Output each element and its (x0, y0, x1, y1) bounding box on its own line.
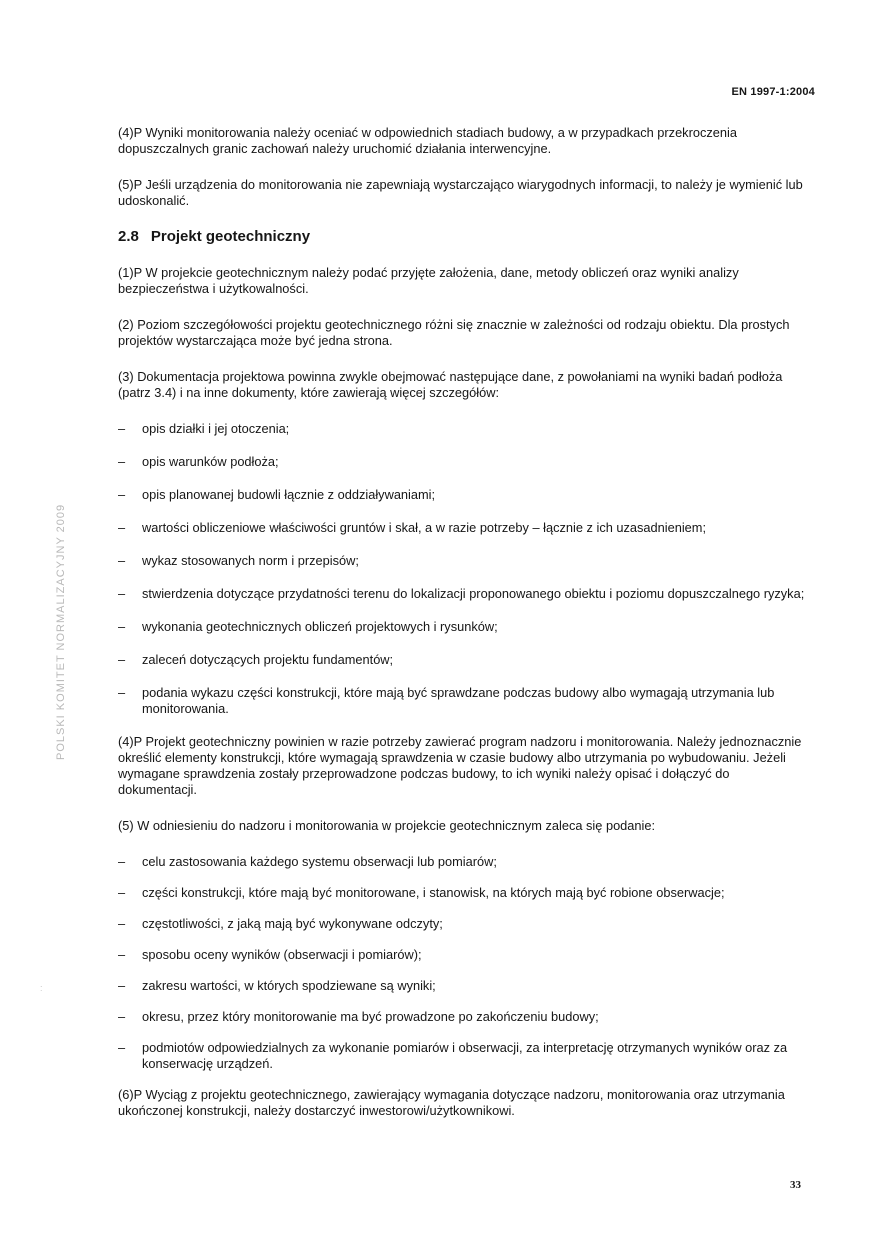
list-item: – wykonania geotechnicznych obliczeń projektowych i rysunków; (118, 619, 808, 635)
page-number: 33 (790, 1179, 801, 1191)
list-item: – okresu, przez który monitorowanie ma być prowadzone po zakończeniu budowy; (118, 1009, 808, 1025)
list-item: – podmiotów odpowiedzialnych za wykonanie pomiarów i obserwacji, za interpretację otrzymanych wyników oraz za konserwację urządzeń. (118, 1040, 808, 1072)
paragraph-4p-monitoring: (4)P Wyniki monitorowania należy oceniać w odpowiednich stadiach budowy, a w przypadkach przekroczenia dopuszczalnych granic zachowań należy uruchomić działania interwencyjne. (118, 125, 737, 156)
margin-marks: : (40, 983, 43, 993)
list-item: – wartości obliczeniowe właściwości gruntów i skał, a w razie potrzeby – łącznie z ich uzasadnieniem; (118, 520, 808, 536)
list-item: – sposobu oceny wyników (obserwacji i pomiarów); (118, 947, 808, 963)
paragraph-1p: (1)P W projekcie geotechnicznym należy podać przyjęte założenia, dane, metody obliczeń oraz wyniki analizy bezpieczeństwa i użytkowalności. (118, 265, 739, 296)
list-item: – celu zastosowania każdego systemu obserwacji lub pomiarów; (118, 854, 808, 870)
list-item: – zaleceń dotyczących projektu fundamentów; (118, 652, 808, 668)
paragraph-3: (3) Dokumentacja projektowa powinna zwykle obejmować następujące dane, z powołaniami na wyniki badań podłoża (patrz 3.4) i na inne dokumenty, które zawierają więcej szczegółów: (118, 369, 783, 400)
list-item: – zakresu wartości, w których spodziewane są wyniki; (118, 978, 808, 994)
list-item: – opis działki i jej otoczenia; (118, 421, 808, 437)
section-number: 2.8 (118, 228, 139, 245)
list-item: – wykaz stosowanych norm i przepisów; (118, 553, 808, 569)
section-heading (118, 229, 808, 245)
list-item: – podania wykazu części konstrukcji, które mają być sprawdzane podczas budowy albo wymagają utrzymania lub monitorowania. (118, 685, 808, 717)
paragraph-5: (5) W odniesieniu do nadzoru i monitorowania w projekcie geotechnicznym zaleca się podanie: (118, 818, 656, 833)
page-content (118, 125, 808, 1139)
list-item: – opis warunków podłoża; (118, 454, 808, 470)
section-title: Projekt geotechniczny (150, 228, 311, 245)
paragraph-6p: (6)P Wyciąg z projektu geotechnicznego, zawierający wymagania dotyczące nadzoru, monitorowania oraz utrzymania ukończonej konstrukcji, należy dostarczyć inwestorowi/użytkownikowi. (118, 1087, 785, 1118)
list-item: – częstotliwości, z jaką mają być wykonywane odczyty; (118, 916, 808, 932)
list-item: – części konstrukcji, które mają być monitorowane, i stanowisk, na których mają być robione obserwacje; (118, 885, 808, 901)
paragraph-4p: (4)P Projekt geotechniczny powinien w razie potrzeby zawierać program nadzoru i monitorowania. Należy jednoznacznie określić elementy konstrukcji, które wymagają sprawdzenia w czasie budowy albo utrzymania po wybudowaniu. Jeżeli wymagane sprawdzenia zostały przeprowadzone podczas budowy, to ich wyniki należy opisać i dołączyć do dokumentacji. (118, 734, 802, 797)
documentation-contents-list (118, 421, 808, 717)
monitoring-plan-list (118, 854, 808, 1072)
document-code: EN 1997-1:2004 (731, 86, 815, 98)
watermark-text: POLSKI KOMITET NORMALIZACYJNY 2009 (55, 503, 67, 760)
paragraph-5p-monitoring: (5)P Jeśli urządzenia do monitorowania nie zapewniają wystarczająco wiarygodnych informacji, to należy je wymienić lub udoskonalić. (118, 177, 803, 208)
paragraph-2: (2) Poziom szczegółowości projektu geotechnicznego różni się znacznie w zależności od rodzaju obiektu. Dla prostych projektów wystarczająca może być jedna strona. (118, 317, 790, 348)
list-item: – opis planowanej budowli łącznie z oddziaływaniami; (118, 487, 808, 503)
list-item: – stwierdzenia dotyczące przydatności terenu do lokalizacji proponowanego obiektu i poziomu dopuszczalnego ryzyka; (118, 586, 808, 602)
